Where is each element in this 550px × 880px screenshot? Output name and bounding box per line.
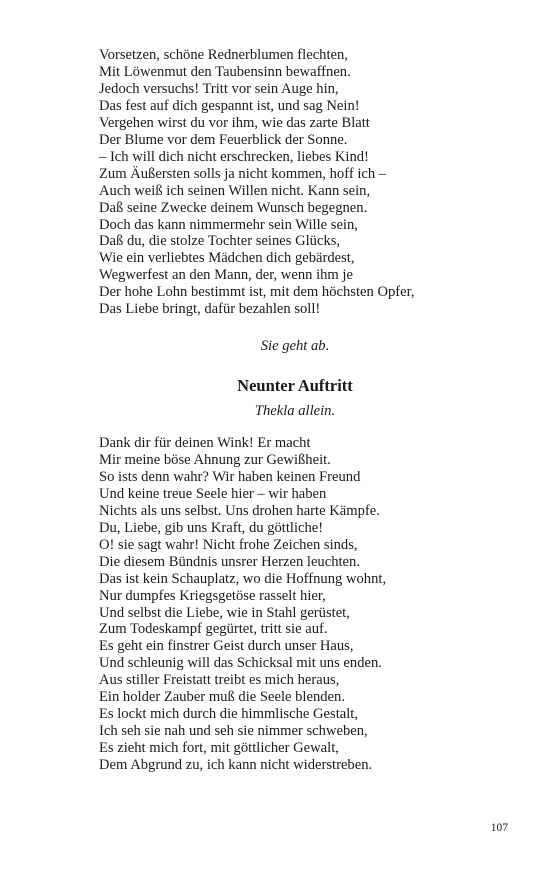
verse-line: Aus stiller Freistatt treibt es mich heraus, xyxy=(99,672,340,689)
verse-line: Auch weiß ich seinen Willen nicht. Kann sein, xyxy=(99,182,371,199)
verse-line: Und schleunig will das Schicksal mit uns enden. xyxy=(99,655,382,672)
verse-block-monologue xyxy=(99,435,499,774)
verse-line: Daß du, die stolze Tochter seines Glücks, xyxy=(99,233,341,250)
verse-line: Jedoch versuchs! Tritt vor sein Auge hin, xyxy=(99,80,339,97)
verse-line: Mit Löwenmut den Taubensinn bewaffnen. xyxy=(99,63,351,80)
verse-line: Ein holder Zauber muß die Seele blenden. xyxy=(99,689,345,706)
verse-line: Dem Abgrund zu, ich kann nicht widerstreben. xyxy=(99,757,373,774)
verse-line: Ich seh sie nah und seh sie nimmer schweben, xyxy=(99,723,368,740)
verse-line: Es geht ein finstrer Geist durch unser Haus, xyxy=(99,638,354,655)
verse-block-speech xyxy=(99,47,499,318)
verse-line: Und selbst die Liebe, wie in Stahl gerüstet, xyxy=(99,604,350,621)
verse-line: Nur dumpfes Kriegsgetöse rasselt hier, xyxy=(99,587,326,604)
verse-line: Wie ein verliebtes Mädchen dich gebärdest, xyxy=(99,250,355,267)
verse-line: Wegwerfest an den Mann, der, wenn ihm je xyxy=(99,267,353,284)
verse-line: O! sie sagt wahr! Nicht frohe Zeichen sinds, xyxy=(99,536,358,553)
verse-line: Doch das kann nimmermehr sein Wille sein, xyxy=(99,216,358,233)
scene-heading: Neunter Auftritt xyxy=(237,376,353,395)
verse-line: Das fest auf dich gespannt ist, und sag Nein! xyxy=(99,97,360,114)
verse-line: Nichts als uns selbst. Uns drohen harte Kämpfe. xyxy=(99,502,380,519)
stage-direction-exit: Sie geht ab. xyxy=(260,338,330,354)
verse-line: So ists denn wahr? Wir haben keinen Freund xyxy=(99,468,361,485)
verse-line: Es zieht mich fort, mit göttlicher Gewalt, xyxy=(99,740,339,757)
verse-line: Vergehen wirst du vor ihm, wie das zarte Blatt xyxy=(99,114,370,131)
verse-line: Zum Äußersten solls ja nicht kommen, hoff ich – xyxy=(99,165,387,182)
verse-line: Das Liebe bringt, dafür bezahlen soll! xyxy=(99,301,321,318)
verse-line: Dank dir für deinen Wink! Er macht xyxy=(99,435,311,451)
verse-line: Der Blume vor dem Feuerblick der Sonne. xyxy=(99,131,348,148)
verse-line: Du, Liebe, gib uns Kraft, du göttliche! xyxy=(99,519,324,536)
verse-line: Der hohe Lohn bestimmt ist, mit dem höchsten Opfer, xyxy=(99,284,415,301)
verse-line: Zum Todeskampf gegürtet, tritt sie auf. xyxy=(99,621,328,638)
stage-direction-characters: Thekla allein. xyxy=(254,403,336,419)
verse-line: Und keine treue Seele hier – wir haben xyxy=(99,485,327,502)
verse-line: Vorsetzen, schöne Rednerblumen flechten, xyxy=(99,47,348,63)
verse-line: Das ist kein Schauplatz, wo die Hoffnung wohnt, xyxy=(99,570,387,587)
verse-line: – Ich will dich nicht erschrecken, liebes Kind! xyxy=(99,148,369,165)
verse-line: Die diesem Bündnis unsrer Herzen leuchten. xyxy=(99,553,360,570)
verse-line: Es lockt mich durch die himmlische Gestalt, xyxy=(99,706,358,723)
verse-line: Mir meine böse Ahnung zur Gewißheit. xyxy=(99,451,331,468)
verse-line: Daß seine Zwecke deinem Wunsch begegnen. xyxy=(99,199,368,216)
page-number: 107 xyxy=(490,822,508,834)
